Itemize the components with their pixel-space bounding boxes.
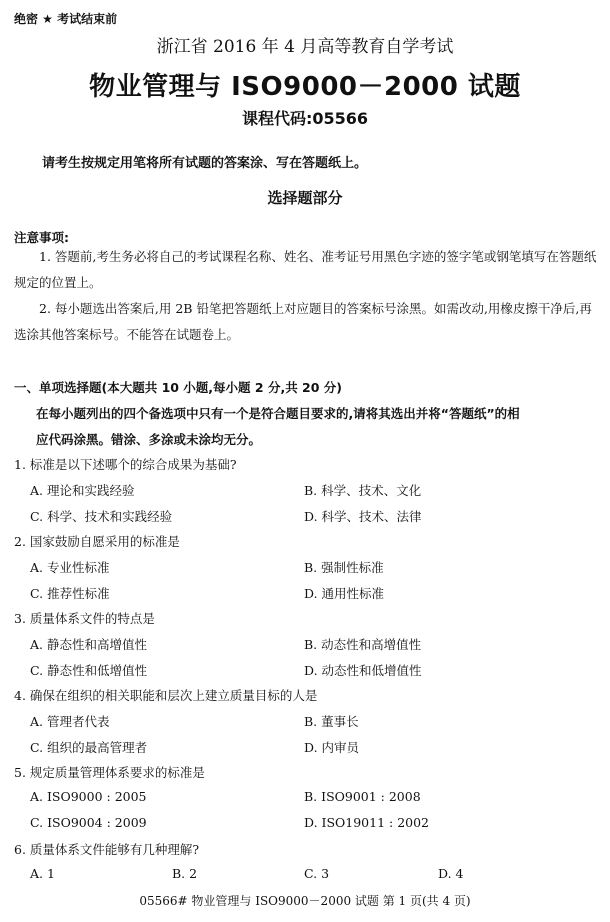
- page-footer: 05566# 物业管理与 ISO9000－2000 试题 第 1 页(共 4 页): [139, 894, 471, 908]
- question-5-option-c: C. ISO9004 : 2009: [30, 815, 147, 830]
- notes-heading: 注意事项:: [14, 230, 69, 245]
- question-4-option-c: C. 组织的最高管理者: [30, 740, 148, 755]
- exam-title-line1: 浙江省 2016 年 4 月高等教育自学考试: [156, 37, 454, 57]
- note-item-2: 2. 每小题选出答案后,用 2B 铅笔把答题纸上对应题目的答案标号涂黑。如需改动,用橡皮擦干净后,再选涂其他答案标号。不能答在试题卷上。: [14, 301, 592, 342]
- section-title: 选择题部分: [267, 189, 343, 207]
- question-1-option-c: C. 科学、技术和实践经验: [30, 509, 173, 524]
- question-4-option-d: D. 内审员: [304, 740, 360, 755]
- exam-title-line2: 物业管理与 ISO9000－2000 试题: [89, 72, 521, 102]
- question-2-option-a: A. 专业性标准: [30, 560, 110, 575]
- question-6-option-d: D. 4: [438, 866, 464, 881]
- question-6-option-a: A. 1: [30, 866, 55, 881]
- question-1-option-b: B. 科学、技术、文化: [304, 483, 422, 498]
- confidentiality-mark: 绝密 ★ 考试结束前: [14, 12, 118, 26]
- question-3-option-a: A. 静态性和高增值性: [30, 637, 147, 652]
- question-4-stem: 4. 确保在组织的相关职能和层次上建立质量目标的人是: [14, 688, 318, 703]
- question-6-option-b: B. 2: [172, 866, 198, 881]
- part1-heading: 一、单项选择题(本大题共 10 小题,每小题 2 分,共 20 分): [14, 380, 343, 395]
- question-2-stem: 2. 国家鼓励自愿采用的标准是: [14, 534, 180, 549]
- question-4-option-b: B. 董事长: [304, 714, 359, 729]
- question-3-stem: 3. 质量体系文件的特点是: [14, 611, 155, 626]
- question-1-option-a: A. 理论和实践经验: [30, 483, 135, 498]
- question-3-option-b: B. 动态性和高增值性: [304, 637, 422, 652]
- question-3-option-d: D. 动态性和低增值性: [304, 663, 422, 678]
- part1-desc-line1: 在每小题列出的四个备选项中只有一个是符合题目要求的,请将其选出并将“答题纸”的相: [36, 406, 520, 421]
- question-3-option-c: C. 静态性和低增值性: [30, 663, 148, 678]
- question-2-option-c: C. 推荐性标准: [30, 586, 110, 601]
- question-2-option-d: D. 通用性标准: [304, 586, 385, 601]
- general-instruction: 请考生按规定用笔将所有试题的答案涂、写在答题纸上。: [42, 156, 368, 171]
- question-4-option-a: A. 管理者代表: [30, 714, 110, 729]
- question-6-stem: 6. 质量体系文件能够有几种理解?: [14, 842, 200, 857]
- question-1-stem: 1. 标准是以下述哪个的综合成果为基础?: [14, 457, 237, 472]
- question-5-stem: 5. 规定质量管理体系要求的标准是: [14, 765, 205, 780]
- question-6-option-c: C. 3: [304, 866, 330, 881]
- question-5-option-b: B. ISO9001 : 2008: [304, 789, 421, 804]
- question-5-option-a: A. ISO9000 : 2005: [30, 789, 147, 804]
- course-code: 课程代码:05566: [241, 109, 369, 128]
- question-2-option-b: B. 强制性标准: [304, 560, 384, 575]
- question-1-option-d: D. 科学、技术、法律: [304, 509, 422, 524]
- question-5-option-d: D. ISO19011 : 2002: [304, 815, 430, 830]
- part1-desc-line2: 应代码涂黑。错涂、多涂或未涂均无分。: [36, 432, 262, 447]
- note-item-1: 1. 答题前,考生务必将自己的考试课程名称、姓名、准考证号用黑色字迹的签字笔或钢笔填写在答题纸规定的位置上。: [14, 249, 597, 290]
